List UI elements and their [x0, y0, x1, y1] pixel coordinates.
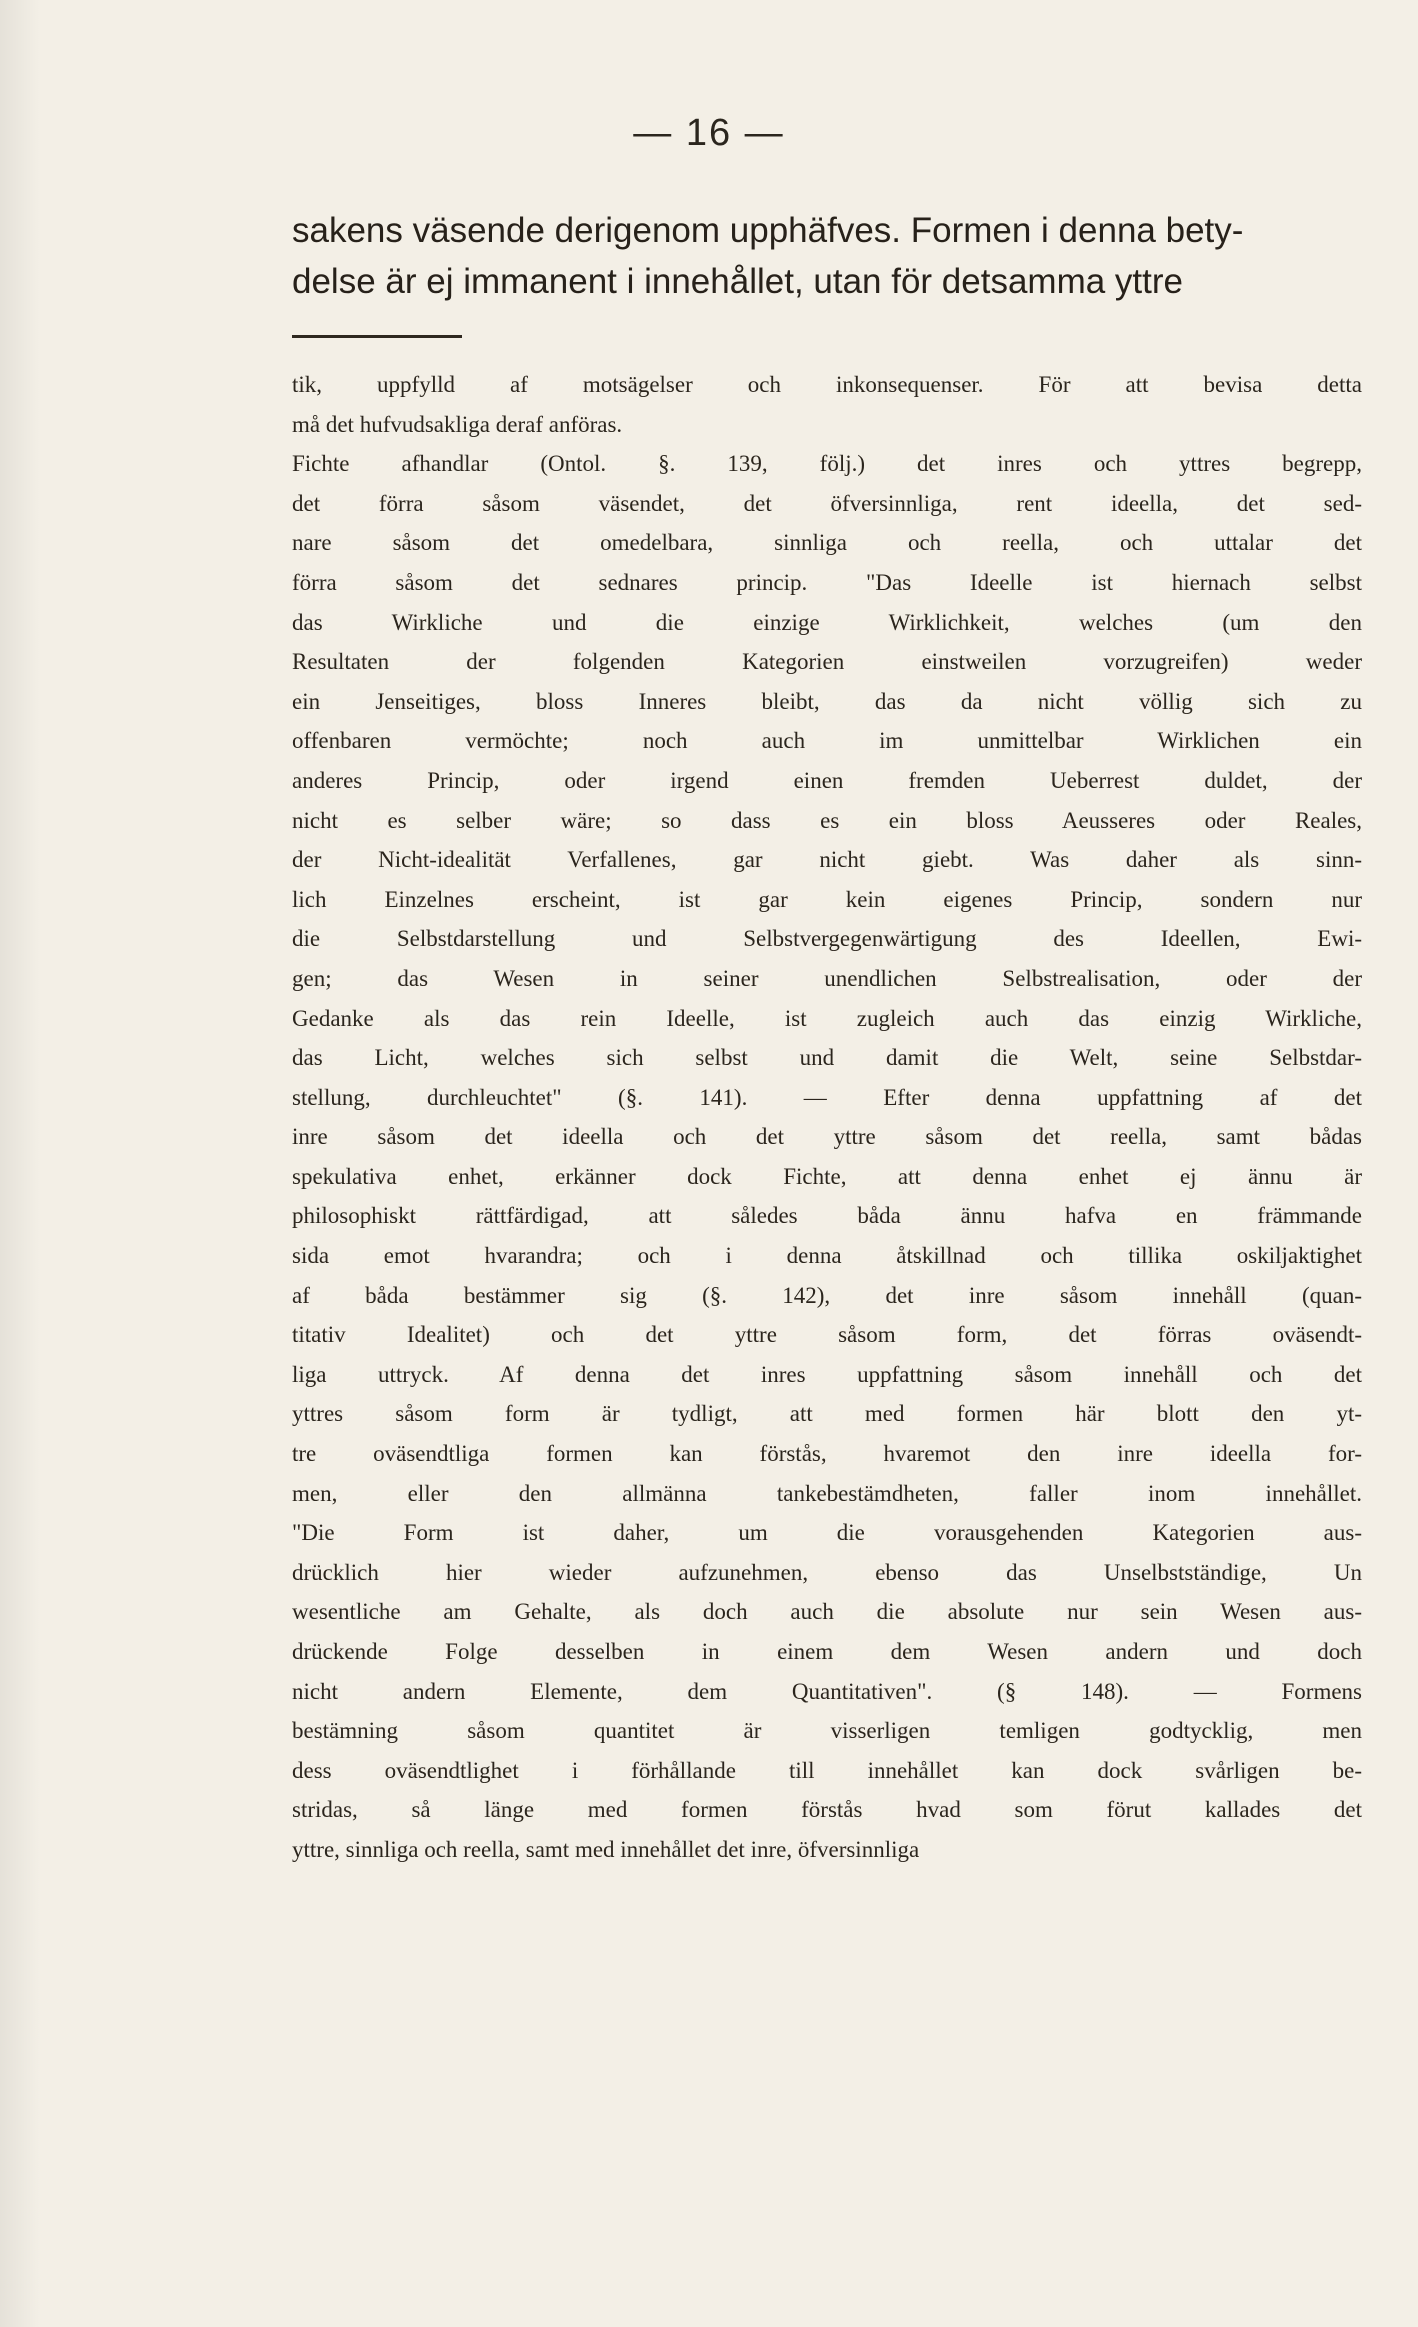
- footnote-line: anderes Princip, oder irgend einen fremden Ueberrest duldet, der: [292, 767, 1362, 793]
- footnote-line: förra såsom det sednares princip. "Das Ideelle ist hiernach selbst: [292, 569, 1362, 595]
- footnote-line: yttre, sinnliga och reella, samt med innehållet det inre, öfversinnliga: [292, 1836, 920, 1862]
- footnote-line: ein Jenseitiges, bloss Inneres bleibt, das da nicht völlig sich zu: [292, 688, 1362, 714]
- main-text-line: sakens väsende derigenom upphäfves. Formen i denna bety-: [292, 211, 1244, 250]
- footnote-line: offenbaren vermöchte; noch auch im unmittelbar Wirklichen ein: [292, 728, 1362, 754]
- footnote-line: dess oväsendtlighet i förhållande till innehållet kan dock svårligen be-: [292, 1757, 1362, 1783]
- footnote-line: gen; das Wesen in seiner unendlichen Selbstrealisation, oder der: [292, 965, 1362, 991]
- footnote-line: liga uttryck. Af denna det inres uppfattning såsom innehåll och det: [292, 1361, 1362, 1387]
- footnote-line: titativ Idealitet) och det yttre såsom form, det förras oväsendt-: [292, 1322, 1362, 1348]
- footnote-line: tik, uppfylld af motsägelser och inkonsequenser. För att bevisa detta: [292, 372, 1362, 397]
- footnote-line: nicht andern Elemente, dem Quantitativen". (§ 148). — Formens: [292, 1678, 1362, 1704]
- footnote-line: "Die Form ist daher, um die vorausgehenden Kategorien aus-: [292, 1520, 1362, 1546]
- footnote-line: das Licht, welches sich selbst und damit die Welt, seine Selbstdar-: [292, 1045, 1362, 1071]
- footnote-line: tre oväsendtliga formen kan förstås, hvaremot den inre ideella for-: [292, 1441, 1362, 1467]
- page-number: — 16 —: [633, 112, 785, 154]
- footnote-line: Resultaten der folgenden Kategorien einstweilen vorzugreifen) weder: [292, 649, 1362, 675]
- footnote-line: nare såsom det omedelbara, sinnliga och reella, och uttalar det: [292, 530, 1362, 556]
- footnote-line: stellung, durchleuchtet" (§. 141). — Efter denna uppfattning af det: [292, 1084, 1362, 1110]
- footnote-line: sida emot hvarandra; och i denna åtskillnad och tillika oskiljaktighet: [292, 1243, 1362, 1269]
- main-text: [292, 205, 1352, 307]
- footnote-line: philosophiskt rättfärdigad, att således båda ännu hafva en främmande: [292, 1203, 1362, 1229]
- footnote-line: bestämning såsom quantitet är visserligen temligen godtycklig, men: [292, 1718, 1362, 1744]
- footnote-line: inre såsom det ideella och det yttre såsom det reella, samt bådas: [292, 1124, 1362, 1150]
- footnote-line: stridas, så länge med formen förstås hvad som förut kallades det: [292, 1797, 1362, 1823]
- footnote-line: spekulativa enhet, erkänner dock Fichte, att denna enhet ej ännu är: [292, 1163, 1362, 1189]
- footnote-line: Gedanke als das rein Ideelle, ist zugleich auch das einzig Wirkliche,: [292, 1005, 1362, 1031]
- footnote-line: Fichte afhandlar (Ontol. §. 139, följ.) det inres och yttres begrepp,: [292, 451, 1362, 477]
- footnote-line: må det hufvudsakliga deraf anföras.: [292, 411, 623, 437]
- footnote-line: yttres såsom form är tydligt, att med formen här blott den yt-: [292, 1401, 1362, 1427]
- footnote: [292, 365, 1362, 1870]
- footnote-line: nicht es selber wäre; so dass es ein bloss Aeusseres oder Reales,: [292, 807, 1362, 833]
- footnote-line: wesentliche am Gehalte, als doch auch die absolute nur sein Wesen aus-: [292, 1599, 1362, 1625]
- footnote-line: det förra såsom väsendet, det öfversinnliga, rent ideella, det sed-: [292, 490, 1362, 516]
- footnote-line: die Selbstdarstellung und Selbstvergegenwärtigung des Ideellen, Ewi-: [292, 926, 1362, 952]
- footnote-line: drückende Folge desselben in einem dem Wesen andern und doch: [292, 1639, 1362, 1664]
- footnote-line: men, eller den allmänna tankebestämdheten, faller inom innehållet.: [292, 1480, 1362, 1506]
- footnote-line: der Nicht-idealität Verfallenes, gar nicht giebt. Was daher als sinn-: [292, 847, 1362, 873]
- footnote-line: lich Einzelnes erscheint, ist gar kein eigenes Princip, sondern nur: [292, 886, 1362, 912]
- main-text-line: delse är ej immanent i innehållet, utan för detsamma yttre: [292, 262, 1183, 301]
- footnote-line: drücklich hier wieder aufzunehmen, ebenso das Unselbstständige, Un: [292, 1559, 1362, 1585]
- footnote-divider: [292, 335, 462, 338]
- footnote-line: af båda bestämmer sig (§. 142), det inre såsom innehåll (quan-: [292, 1282, 1362, 1308]
- footnote-line: das Wirkliche und die einzige Wirklichkeit, welches (um den: [292, 609, 1362, 635]
